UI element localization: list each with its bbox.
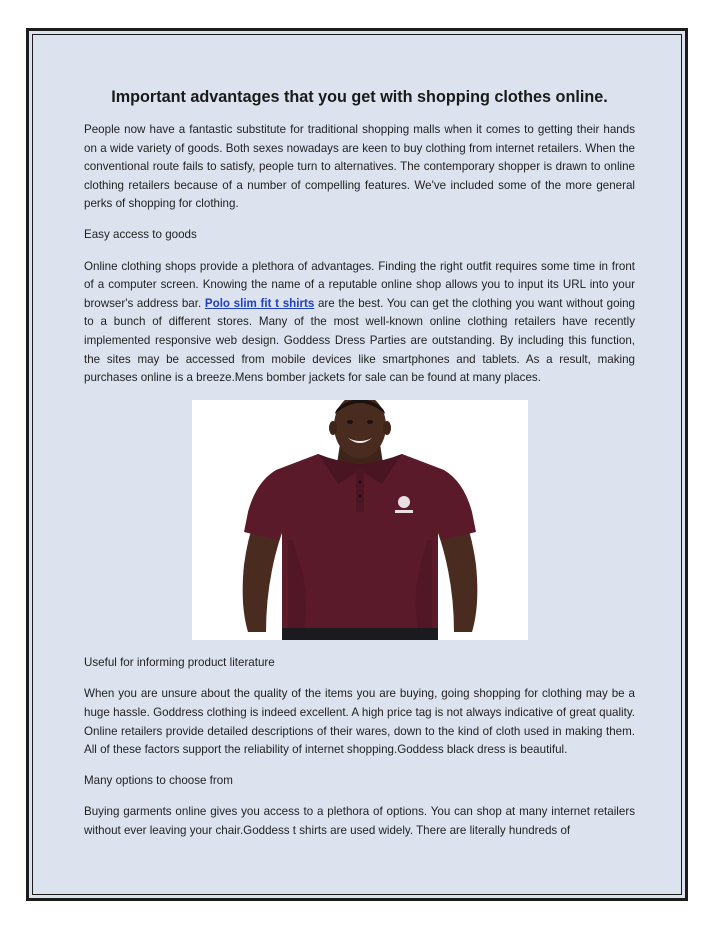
many-options-paragraph: Buying garments online gives you access to a plethora of options. You can shop at many internet retailers without ever leaving your chair.Goddess t shirts are used widely. There are literally hundreds of — [84, 805, 635, 837]
easy-access-text-after: are the best. You can get the clothing you want without going to a bunch of different stores. Many of the most well-known online clothing retailers have recently implemented responsive web design. Goddess Dress Parties are outstanding. By including this function, the sites may be accessed from mobile devices like smartphones and tablets. As a result, making purchases online is a breeze.Mens bomber jackets for sale can be found at many places. — [84, 296, 635, 385]
polo-shirts-link[interactable]: Polo slim fit t shirts — [204, 296, 315, 310]
section-heading-easy-access: Easy access to goods — [84, 228, 197, 242]
product-image-polo-shirt — [192, 400, 528, 640]
document-content — [84, 86, 635, 853]
easy-access-text-before: Online clothing shops provide a plethora of advantages. Finding the right outfit requires some time in front of a computer screen. Knowing the name of a reputable online shop allows you to input its URL into your browser's address bar. — [84, 259, 635, 310]
man-in-polo-shirt-illustration — [192, 400, 528, 640]
section-heading-many-options: Many options to choose from — [84, 774, 233, 788]
document-title: Important advantages that you get with shopping clothes online. — [111, 88, 608, 106]
easy-access-paragraph — [84, 258, 635, 388]
product-literature-paragraph: When you are unsure about the quality of the items you are buying, going shopping for clothing may be a huge hassle. Goddress clothing is indeed excellent. A high price tag is not always indicative of great quality. Online retailers provide detailed descriptions of their wares, down to the kind of cloth used in making them. All of these factors support the reliability of internet shopping.Goddess black dress is beautiful. — [84, 687, 635, 757]
intro-paragraph: People now have a fantastic substitute for traditional shopping malls when it comes to getting their hands on a wide variety of goods. Both sexes nowadays are keen to buy clothing from internet retailers. When the conventional route fails to satisfy, people turn to alternatives. The contemporary shopper is drawn to online clothing retailers because of a number of compelling features. We've included some of the more general perks of shopping for clothing. — [84, 123, 635, 211]
section-heading-product-literature: Useful for informing product literature — [84, 656, 275, 670]
